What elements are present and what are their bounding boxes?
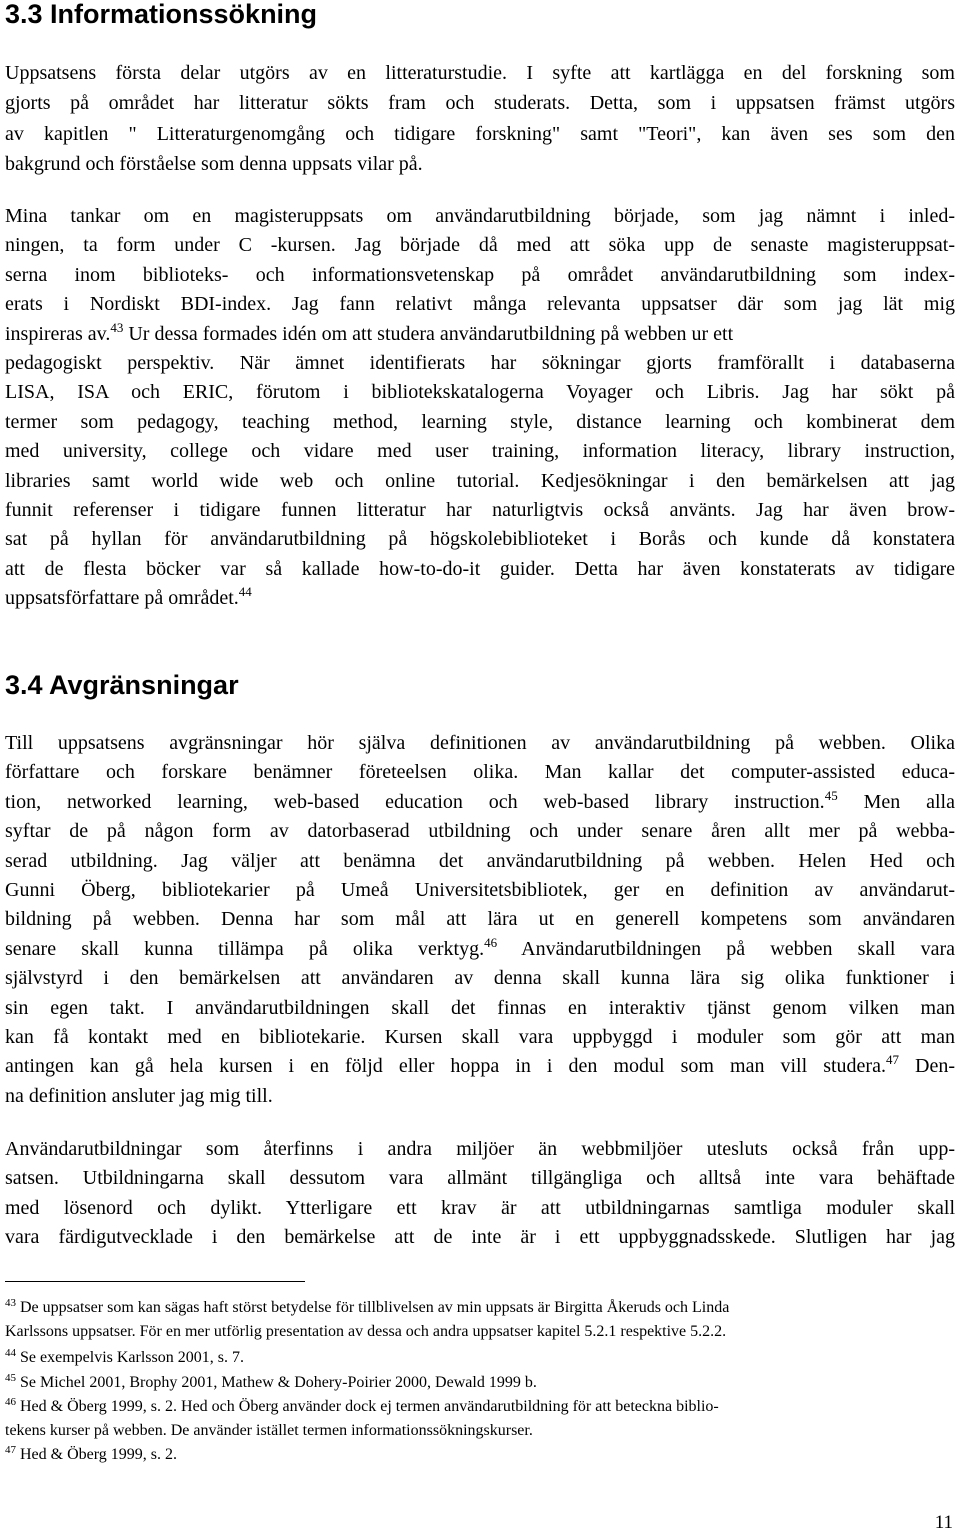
footnote-line: tekens kurser på webben. De använder istället termen informationssökningskurser. <box>5 1421 533 1439</box>
footnote-text: Se Michel 2001, Brophy 2001, Mathew & Dohery-Poirier 2000, Dewald 1999 b. <box>16 1374 537 1391</box>
footnote-line <box>5 1346 955 1370</box>
paragraph-literature-study <box>5 58 955 179</box>
text-line: att de flesta böcker var så kallade how-to-do-it guider. Detta har även konstaterats av tidigare <box>5 557 955 580</box>
footnote-divider <box>5 1281 305 1282</box>
text-line: pedagogiskt perspektiv. När ämnet identifierats har sökningar gjorts framförallt i databaserna <box>5 352 955 375</box>
text-line: na definition ansluter jag mig till. <box>5 1084 273 1107</box>
footnote-ref-44[interactable]: 44 <box>238 584 252 600</box>
text-line <box>5 1052 955 1081</box>
section-heading-3-4: 3.4 Avgränsningar <box>5 670 239 700</box>
text-line: vara färdigutvecklade i den bemärkelse att de inte är i ett uppbyggnadsskede. Slutligen har jag <box>5 1226 955 1249</box>
text-line: bakgrund och förståelse som denna uppsats vilar på. <box>5 152 423 175</box>
text-line: med university, college och vidare med user training, information literacy, library instruction, <box>5 440 955 463</box>
text-line <box>5 584 955 613</box>
footnote-number: 46 <box>5 1396 16 1408</box>
footnote-number: 45 <box>5 1372 16 1384</box>
footnote-line <box>5 1371 955 1395</box>
footnote-ref-45[interactable]: 45 <box>824 787 838 803</box>
text-segment: senare skall kunna tillämpa på olika verktyg. <box>5 937 485 960</box>
text-segment: Användarutbildningen på webben skall vara <box>497 937 955 960</box>
footnote-text: Se exempelvis Karlsson 2001, s. 7. <box>16 1349 244 1366</box>
text-line: med lösenord och dylikt. Ytterligare ett krav är att utbildningarnas samtliga moduler skall <box>5 1196 955 1219</box>
footnote-43 <box>5 1296 955 1343</box>
footnote-text: De uppsatser som kan sägas haft störst betydelse för tillblivelsen av min uppsats är Birgitta Åkeruds och Linda <box>16 1299 730 1316</box>
text-line: författare och forskare benämner företeelsen olika. Man kallar det computer-assisted educa- <box>5 761 955 784</box>
paragraph-search-method <box>5 202 955 614</box>
section-heading-3-3: 3.3 Informationssökning <box>5 0 318 29</box>
text-line: sin egen takt. I användarutbildningen skall det finnas en interaktiv tjänst genom vilken man <box>5 996 955 1019</box>
text-line: funnit referenser i tidigare funnen litteratur har naturligtvis också använts. Jag har även brow- <box>5 499 955 522</box>
text-line: Användarutbildningar som återfinns i andra miljöer än webbmiljöer utesluts också från upp- <box>5 1138 955 1160</box>
text-segment: Ur dessa formades idén om att studera användarutbildning på webben ur ett <box>123 322 734 345</box>
text-line: syftar de på någon form av datorbaserad utbildning och under senare åren allt mer på webba- <box>5 820 955 843</box>
paragraph-exclusions <box>5 1135 955 1253</box>
footnote-line <box>5 1443 955 1467</box>
text-segment: uppsatsförfattare på området. <box>5 587 239 610</box>
text-line: kan få kontakt med en bibliotekarie. Kursen skall vara uppbyggd i moduler som gör att man <box>5 1026 955 1049</box>
text-line: bildning på webben. Denna har som mål att lära ut en generell kompetens som användaren <box>5 908 955 931</box>
footnote-45 <box>5 1371 955 1395</box>
paragraph-delimitations <box>5 729 955 1111</box>
text-line: erats i Nordiskt BDI-index. Jag fann relativt många relevanta uppsatser där som jag lät mig <box>5 293 955 316</box>
text-segment: antingen kan gå hela kursen i en följd eller hoppa in i den modul som man vill studera. <box>5 1055 886 1078</box>
text-line: satsen. Utbildningarna skall dessutom vara allmänt tillgängliga och alltså inte vara behäftade <box>5 1167 955 1190</box>
text-line: serna inom biblioteks- och informationsvetenskap på området användarutbildning som index- <box>5 263 955 286</box>
footnote-number: 43 <box>5 1297 16 1309</box>
footnote-ref-43[interactable]: 43 <box>110 319 124 335</box>
footnote-text: Hed & Öberg 1999, s. 2. Hed och Öberg använder dock ej termen användarutbildning för att beteckna biblio- <box>16 1398 719 1415</box>
text-line: gjorts på området har litteratur sökts fram och studerats. Detta, som i uppsatsen främst utgörs <box>5 92 955 115</box>
text-line <box>5 320 955 349</box>
footnote-ref-46[interactable]: 46 <box>484 934 498 950</box>
text-line: självstyrd i den bemärkelsen att användaren av denna skall kunna lära sig olika funktioner i <box>5 967 955 990</box>
footnote-46 <box>5 1395 955 1442</box>
footnote-ref-47[interactable]: 47 <box>885 1052 899 1068</box>
footnote-44 <box>5 1346 955 1370</box>
text-line: Till uppsatsens avgränsningar hör själva definitionen av användarutbildning på webben. Olika <box>5 732 955 754</box>
footnote-47 <box>5 1443 955 1467</box>
text-line: ningen, ta form under C -kursen. Jag började då med att söka upp de senaste magisteruppsat- <box>5 234 955 257</box>
text-line: termer som pedagogy, teaching method, learning style, distance learning och kombinerat dem <box>5 410 955 433</box>
text-line: sat på hyllan för användarutbildning på högskolebiblioteket i Borås och kunde då konstatera <box>5 528 955 551</box>
text-line: Mina tankar om en magisteruppsats om användarutbildning började, som jag nämnt i inled- <box>5 205 955 227</box>
footnote-line: Karlssons uppsatser. För en mer utförlig presentation av dessa och andra uppsatser kapitel 5.2.1 respektive 5.2.2. <box>5 1322 727 1340</box>
text-line <box>5 788 955 817</box>
text-segment: tion, networked learning, web-based education och web-based library instruction. <box>5 790 825 813</box>
text-segment: Men alla <box>837 790 955 813</box>
footnote-line <box>5 1296 955 1320</box>
footnote-number: 47 <box>5 1444 16 1456</box>
text-line: av kapitlen " Litteraturgenomgång och tidigare forskning" samt "Teori", kan även ses som den <box>5 122 955 145</box>
text-line: LISA, ISA och ERIC, förutom i bibliotekskatalogerna Voyager och Libris. Jag har sökt på <box>5 381 955 404</box>
text-line <box>5 935 955 964</box>
page-number: 11 <box>934 1512 953 1533</box>
text-line: Gunni Öberg, bibliotekarier på Umeå Universitetsbibliotek, ger en definition av användarut- <box>5 879 955 902</box>
footnote-number: 44 <box>5 1347 16 1359</box>
text-line: Uppsatsens första delar utgörs av en litteraturstudie. I syfte att kartlägga en del forskning som <box>5 62 955 84</box>
text-line: serad utbildning. Jag väljer att benämna det användarutbildning på webben. Helen Hed och <box>5 849 955 872</box>
text-segment: Den- <box>898 1055 955 1078</box>
text-segment: inspireras av. <box>5 322 111 345</box>
text-line: libraries samt world wide web och online tutorial. Kedjesökningar i den bemärkelsen att jag <box>5 469 955 492</box>
footnote-line <box>5 1395 955 1419</box>
footnote-text: Hed & Öberg 1999, s. 2. <box>16 1446 178 1463</box>
